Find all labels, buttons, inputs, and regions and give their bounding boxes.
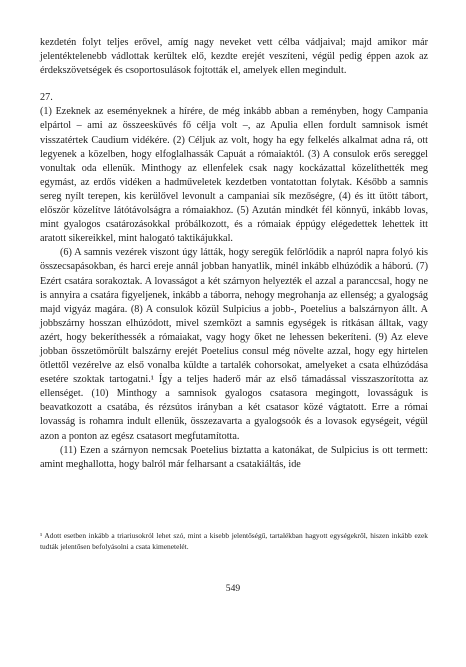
footnote: ¹ Adott esetben inkább a triariusokról lehet szó, mint a kisebb jelentőségű, tartalékban hagyott egységekről, hiszen inkább ezek tudták jelentősen befolyásolni a csata kimenetelét. bbox=[40, 531, 428, 551]
page-number: 549 bbox=[225, 583, 241, 594]
main-text bbox=[40, 36, 428, 472]
paragraph-continuation: kezdetén folyt teljes erővel, amíg nagy neveket vett célba vádjaival; majd amikor már jelentéktelenebb vádlottak kerültek elő, kezdte erejét veszíteni, végül pedig éppen azok az érdekszövetségek és csoportosulások fojtották el, amelyek ellen megindult. bbox=[40, 37, 428, 77]
paragraph: (1) Ezeknek az eseményeknek a hírére, de még inkább abban a reményben, hogy Campania elpártol – ami az összeesküvés fő célja volt –, az Apulia ellen fordult samnisok ismét visszatértek Caudium vidékére. (2) Céljuk az volt, hogy ha egy felkelés alkalmat adna rá, ott legyenek a közelben, hogy elfoglalhassák Capuát a rómaiaktól. (3) A consulok erős sereggel vonultak oda ellenük. Minthogy az ellenfelek csak nagy kockázattal közelíthették meg egymást, az erdős vidéken a hadműveletek kezdetben vontatottan folytak. Később a samnis sereg nyílt terepen, kis kerülővel levonult a campaniai sík mezőségre, (4) és itt ütött tábort, először közelítve látótávolságra a rómaiakhoz. (5) Azután mindkét fél könnyű, inkább lovas, mint gyalogos csatározásokkal próbálkozott, és a rómaiak éppúgy elégedettek lehettek itt aratott sikereikkel, mint halogató taktikájukkal. bbox=[40, 106, 428, 245]
paragraph: (6) A samnis vezérek viszont úgy látták, hogy seregük felőrlődik a napról napra folyó kis összecsapásokban, és harci ereje annál jobban hanyatlik, minél inkább elhúzódik a háború. (7) Ezért csatára sorakoztak. A lovasságot a két szárnyon helyezték el azzal a paranccsal, hogy ne is annyira a csatára figyeljenek, inkább a táborra, nehogy megrohanja az ellenség; a gyalogság majd vigyáz magára. (8) A consulok közül Sulpicius a jobb-, Poetelius a balszárnyon állt. A jobbszárny hosszan elhúzódott, mivel szemközt a samnis egységek is ritkásan álltak, vagy azért, hogy bekeríthessék a rómaiakat, vagy hogy őket ne lehessen bekeríteni. (9) Az eleve jobban összetömörült balszárny erejét Poetelius consul még növelte azzal, hogy egy hirtelen ötlettől vezérelve az első vonalba küldte a tartalék cohorsokat, amelyeket a csata elhúzódása esetére szoktak tartogatni.¹ Így a teljes haderő már az első támadással visszaszorította az ellenséget. (10) Minthogy a samnisok gyalogos csatasora megingott, lovasságuk is beavatkozott a csatába, és rézsútos irányban a két csatasor közé vágtatott. Erre a római lovasság is rohamra indult ellenük, összezavarta a gyalogsoók és a lovasok egységeit, végül azon a ponton az egész csatasort megfutamította. bbox=[40, 247, 428, 442]
chapter-number: 27. bbox=[40, 92, 53, 104]
paragraph: (11) Ezen a szárnyon nemcsak Poetelius biztatta a katonákat, de Sulpicius is ott termett: amint meghallotta, hogy balról már felharsant a csatakiáltás, ide bbox=[40, 444, 428, 470]
